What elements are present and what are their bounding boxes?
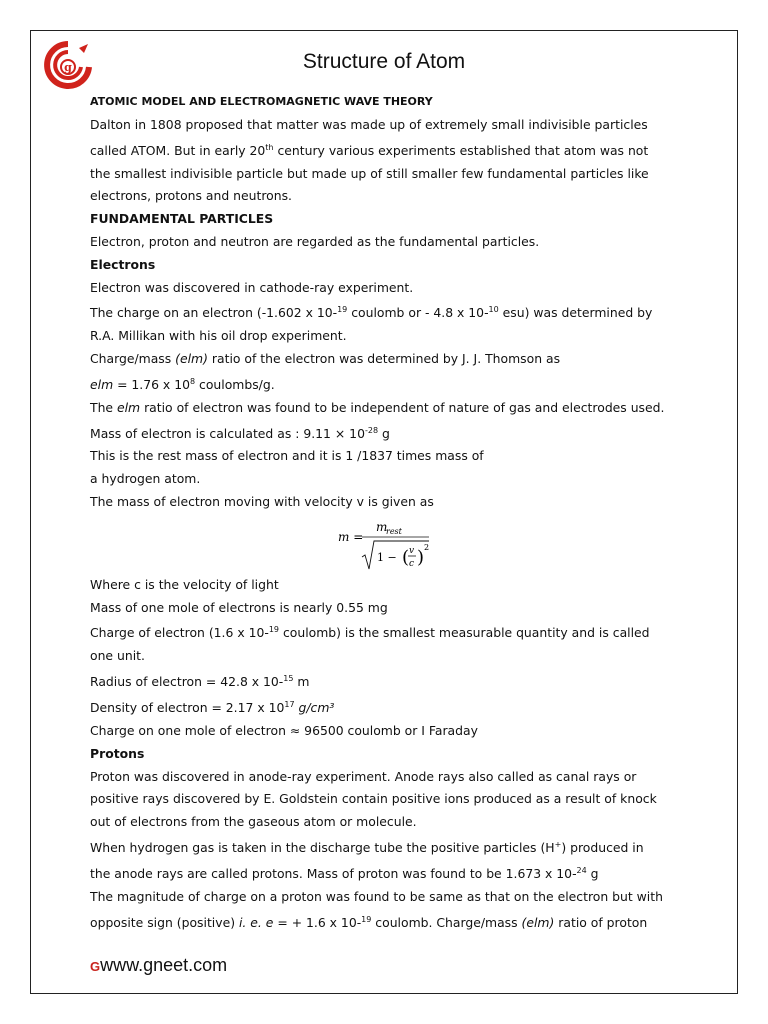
text-run: Where c is the velocity of light <box>90 576 279 592</box>
paragraph-line <box>90 299 690 325</box>
formula-paren-close: ) <box>417 546 425 568</box>
superscript: + <box>554 839 562 849</box>
section-heading <box>90 254 690 277</box>
text-run: The <box>90 399 117 415</box>
text-run: century various experiments established that atom was not <box>273 142 649 158</box>
text-run: The magnitude of charge on a proton was found to be same as that on the electron but with <box>90 888 663 904</box>
formula-numerator-sub: rest <box>386 526 402 536</box>
text-run: = + 1.6 x 10- <box>273 914 362 930</box>
text-run: out of electrons from the gaseous atom or molecule. <box>90 814 417 830</box>
text-run: esu) was determined by <box>498 305 653 321</box>
superscript: 17 <box>284 700 295 710</box>
paragraph-line <box>90 371 690 397</box>
section-heading <box>90 208 690 231</box>
text-run: m <box>293 674 310 690</box>
italic-text: elm <box>116 399 141 415</box>
paragraph-line <box>90 468 690 491</box>
paragraph-line <box>90 277 690 300</box>
paragraph-line <box>90 645 690 668</box>
superscript: -28 <box>364 425 379 435</box>
text-run: When hydrogen gas is taken in the discharge tube the positive particles (H <box>90 840 555 856</box>
footer <box>90 955 227 976</box>
footer-url: www.gneet.com <box>100 955 228 975</box>
formula-paren-open: ( <box>402 546 410 568</box>
superscript: th <box>265 142 274 152</box>
svg-text:g: g <box>64 61 72 74</box>
text-run: The charge on an electron (-1.602 x 10- <box>90 305 338 321</box>
italic-text: (elm) <box>521 914 555 930</box>
superscript: 19 <box>337 305 348 315</box>
text-run: ) produced in <box>561 840 644 856</box>
text-run: Dalton in 1808 proposed that matter was made up of extremely small indivisible particles <box>90 116 648 132</box>
text-run: g <box>586 866 599 882</box>
text-run: coulomb) is the smallest measurable quantity and is called <box>279 625 650 641</box>
text-run: electrons, protons and neutrons. <box>90 188 292 204</box>
heading-text: ATOMIC MODEL AND ELECTROMAGNETIC WAVE THEORY <box>90 95 433 108</box>
text-run: ratio of the electron was determined by J. J. Thomson as <box>207 351 561 367</box>
paragraph-line <box>90 185 690 208</box>
text-run: The mass of electron moving with velocity v is given as <box>90 494 434 510</box>
paragraph-line <box>90 811 690 834</box>
text-run: coulomb or - 4.8 x 10- <box>347 305 489 321</box>
paragraph-line <box>90 114 690 137</box>
text-run: Charge of electron (1.6 x 10- <box>90 625 269 641</box>
paragraph-line <box>90 445 690 468</box>
paragraph-line <box>90 909 690 935</box>
heading-text: Electrons <box>90 256 156 272</box>
paragraph-line <box>90 619 690 645</box>
text-run: Radius of electron = 42.8 x 10- <box>90 674 284 690</box>
italic-text: g/cm³ <box>294 700 335 716</box>
text-run: g <box>378 425 390 441</box>
paragraph-line <box>90 668 690 694</box>
text-run: positive rays discovered by E. Goldstein contain positive ions produced as a result of knock <box>90 791 657 807</box>
heading-text: FUNDAMENTAL PARTICLES <box>90 211 274 227</box>
paragraph-line <box>90 886 690 909</box>
section-heading <box>90 91 690 114</box>
text-run: R.A. Millikan with his oil drop experiment. <box>90 328 347 344</box>
paragraph-line <box>90 766 690 789</box>
paragraph-line <box>90 574 690 597</box>
formula-inner: 1 − <box>377 550 397 564</box>
text-run: Electron was discovered in cathode-ray experiment. <box>90 279 414 295</box>
paragraph-line <box>90 694 690 720</box>
paragraph-line <box>90 397 690 420</box>
text-run: Proton was discovered in anode-ray experiment. Anode rays also called as canal rays or <box>90 768 637 784</box>
superscript: 19 <box>361 914 372 924</box>
paragraph-line <box>90 325 690 348</box>
superscript: 15 <box>283 674 294 684</box>
italic-text: i. e. e <box>238 914 274 930</box>
formula-lhs: m = <box>338 529 364 544</box>
paragraph-line <box>90 491 690 514</box>
paragraph-line <box>90 788 690 811</box>
relativistic-mass-formula <box>90 514 690 574</box>
document-body <box>90 91 690 935</box>
text-run: Density of electron = 2.17 x 10 <box>90 700 285 716</box>
text-run: Mass of electron is calculated as : 9.11 × 10 <box>90 425 365 441</box>
paragraph-line <box>90 348 690 371</box>
formula-frac-bottom: c <box>409 558 415 569</box>
superscript: 10 <box>488 305 499 315</box>
text-run: = 1.76 x 10 <box>113 376 190 392</box>
text-run: This is the rest mass of electron and it is 1 /1837 times mass of <box>90 448 484 464</box>
paragraph-line <box>90 420 690 446</box>
formula-power: 2 <box>424 542 430 552</box>
paragraph-line <box>90 163 690 186</box>
superscript: 24 <box>576 865 587 875</box>
italic-text: elm <box>90 376 114 392</box>
superscript: 19 <box>268 625 280 635</box>
text-run: ratio of electron was found to be independent of nature of gas and electrodes used. <box>140 399 665 415</box>
text-run: Charge on one mole of electron ≈ 96500 coulomb or I Faraday <box>90 723 478 738</box>
formula-numerator: m <box>376 519 388 534</box>
paragraph-line <box>90 597 690 620</box>
text-run: Charge/mass <box>90 351 176 367</box>
text-run: called ATOM. But in early 20 <box>90 142 266 158</box>
paragraph-line <box>90 860 690 886</box>
formula-graphic <box>336 514 456 574</box>
footer-logo-icon: G <box>90 959 101 974</box>
paragraph-line <box>90 231 690 254</box>
superscript: 8 <box>189 376 196 386</box>
text-run: coulomb. Charge/mass <box>371 914 522 930</box>
section-heading <box>90 743 690 766</box>
text-run: coulombs/g. <box>195 376 275 392</box>
formula-frac-top: v <box>409 545 415 556</box>
text-run: ratio of proton <box>554 914 648 930</box>
text-run: opposite sign (positive) <box>90 914 239 930</box>
text-run: one unit. <box>90 648 145 664</box>
italic-text: (elm) <box>175 351 208 367</box>
text-run: a hydrogen atom. <box>90 471 201 487</box>
page-title: Structure of Atom <box>302 50 466 73</box>
text-run: the smallest indivisible particle but made up of still smaller few fundamental particles like <box>90 165 649 181</box>
text-run: Electron, proton and neutron are regarded as the fundamental particles. <box>90 233 540 249</box>
paragraph-line <box>90 137 690 163</box>
text-run: the anode rays are called protons. Mass of proton was found to be 1.673 x 10- <box>90 866 577 882</box>
paragraph-line <box>90 834 690 860</box>
paragraph-line <box>90 720 690 743</box>
text-run: Mass of one mole of electrons is nearly 0.55 mg <box>90 599 388 615</box>
heading-text: Protons <box>90 745 145 761</box>
